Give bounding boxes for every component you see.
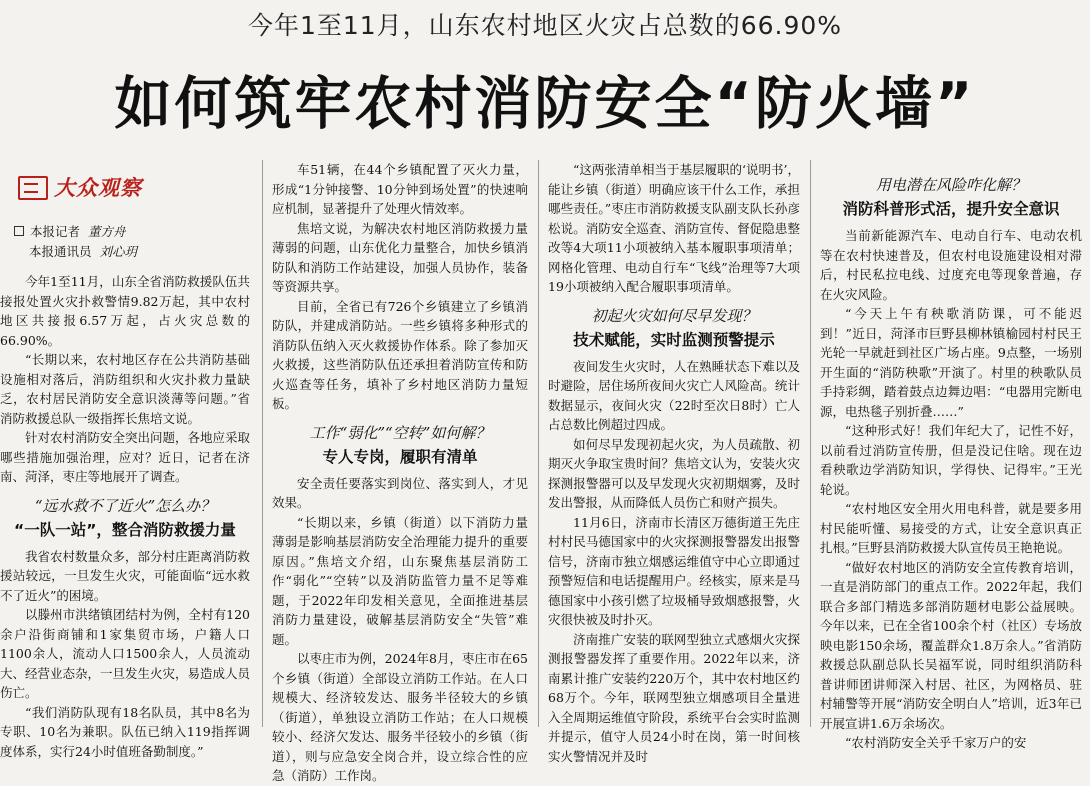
section-kicker: 用电潜在风险咋化解？: [875, 176, 1026, 194]
section-subtitle: 技术赋能，实时监测预警提示: [573, 330, 775, 349]
section-subtitle: 消防科普形式活，提升安全意识: [842, 200, 1060, 218]
section-subtitle: 专人专岗，履职有清单: [322, 447, 478, 466]
newspaper-logo-icon: [18, 176, 48, 200]
column-1: [0, 160, 251, 759]
paragraph: 11月6日，济南市长清区万德街道王先庄村村民马德国家中的火灾探测报警器发出报警信号，济南市独立烟感运维值守中心立即通过预警短信和电话提醒用户。经核实，原来是马德国家中小孩引燃了垃圾桶导致烟感报警，火灾很快被及时扑灭。: [548, 514, 800, 627]
paragraph: 安全责任要落实到岗位、落实到人，才见效果。: [272, 475, 528, 510]
byline-line-1: [14, 222, 250, 242]
paragraph: 济南推广安装的联网型独立式感烟火灾探测报警器发挥了重要作用。2022年以来，济南累计推广安装约220万个，其中农村地区约68万个。今年，联网型独立烟感项目全量进入全周期运维值守阶段，系统平台会实时监测并提示，值守人员24小时在岗，第一时间核实火警情况并及时: [548, 631, 800, 764]
paragraph: “长期以来，乡镇（街道）以下消防力量薄弱是影响基层消防安全治理能力提升的重要原因。”焦培文介绍，山东聚焦基层消防工作“弱化”“空转”以及消防监管力量不足等难题，于2022年印发相关意见，全面推进基层消防力量建设，破解基层消防安全“失管”难题。: [272, 514, 528, 647]
paragraph: 夜间发生火灾时，人在熟睡状态下难以及时避险，居住场所夜间火灾亡人风险高。统计数据显示，夜间火灾（22时至次日8时）亡人占总数比例超过四成。: [548, 358, 800, 432]
paragraph: 以滕州市洪绪镇团结村为例，全村有120余户沿街商铺和1家集贸市场，户籍人口1100余人，流动人口1500余人，人员流动大、经营业态杂，一旦发生火灾，易造成人员伤亡。: [0, 607, 251, 700]
masthead-logo-text: 大众观察: [54, 175, 142, 201]
byline-name-1: 董方舟: [88, 224, 126, 239]
byline: [14, 222, 250, 262]
column-divider: [810, 160, 811, 727]
column-4: [820, 160, 1082, 750]
masthead: [18, 176, 250, 200]
headline: 如何筑牢农村消防安全“防火墙”: [114, 71, 976, 137]
paragraph: 车51辆，在44个乡镇配置了灭火力量，形成“1分钟接警、10分钟到场处置”的快速响应机制，显著提升了处理火情效率。: [272, 162, 528, 216]
paragraph: 如何尽早发现初起火灾，为人员疏散、初期灭火争取宝贵时间？焦培文认为，安装火灾探测报警器可以及早发现火灾初期烟雾，及时发出警报，从而降低人员伤亡和财产损失。: [548, 436, 800, 510]
column-divider: [538, 160, 539, 727]
paragraph: “长期以来，农村地区存在公共消防基础设施相对落后，消防组织和火灾扑救力量缺乏，农村居民消防安全意识淡薄等问题。”省消防救援总队一级指挥长焦培文说。: [0, 352, 250, 426]
paragraph: “这种形式好！我们年纪大了，记性不好，以前看过消防宣传册，但是没记住啥。现在边看秧歌边学消防知识，学得快、记得牢。”王光轮说。: [820, 423, 1082, 497]
column-2: [272, 160, 528, 783]
paragraph: 针对农村消防安全突出问题，各地应采取哪些措施加强治理，应对？近日，记者在济南、菏泽，枣庄等地展开了调查。: [0, 430, 251, 484]
byline-line-2: [14, 242, 250, 262]
byline-name-2: 刘心玥: [99, 244, 138, 259]
paragraph: 目前，全省已有726个乡镇建立了乡镇消防队，并建成消防站。一些乡镇将多种形式的消防队伍纳入灭火救援协作体系。除了参加灭火救援，这些消防队伍还承担着消防宣传和防火巡查等任务，填补了乡村地区消防力量短板。: [272, 298, 528, 411]
paragraph: 以枣庄市为例，2024年8月，枣庄市在65个乡镇（街道）全部设立消防工作站。在人口规模大、经济较发达、服务半径较大的乡镇（街道），单独设立消防工作站；在人口规模较小、经济欠发达、服务半径较小的乡镇（街道），则与应急安全岗合并，设立综合性的应急（消防）工作岗。: [272, 651, 528, 783]
paragraph: 焦培文说，为解决农村地区消防救援力量薄弱的问题，山东优化力量整合，加快乡镇消防队和消防工作站建设，加强人员协作，装备等资源共享。: [272, 220, 528, 294]
paragraph: “做好农村地区的消防安全宣传教育培训，一直是消防部门的重点工作。2022年起，我们联合多部门精选多部消防题材电影公益展映。今年以来，已在全省100余个村（社区）专场放映电影150余场，覆盖群众1.8万余人。”省消防救援总队副总队长吴福军说，同时组织消防科普讲师团讲师深入村居、社区，为网格员、驻村辅警等开展“消防安全明白人”培训，近3年已开展宣讲1.6万余场次。: [820, 559, 1082, 731]
column-divider: [262, 160, 263, 727]
subhead: 今年1至11月，山东农村地区火灾占总数的66.90%: [247, 11, 843, 40]
section-kicker: 初起火灾如何尽早发现？: [591, 306, 757, 325]
byline-role-1: 本报记者: [30, 224, 81, 239]
paragraph: 我省农村数量众多，部分村庄距离消防救援站较远，一旦发生火灾，可能面临“远水救不了近火”的困境。: [0, 548, 251, 603]
paragraph: “我们消防队现有18名队员，其中8名为专职、10名为兼职。队伍已纳入119指挥调度体系，实行24小时值班备勤制度。”: [0, 704, 250, 759]
square-bullet-icon: [14, 226, 24, 236]
paragraph: “农村消防安全关乎千家万户的安: [845, 735, 1027, 750]
paragraph: 当前新能源汽车、电动自行车、电动农机等在农村快速普及，但农村电设施建设相对滞后，村民私拉电线、过度充电等现象普遍，存在火灾风险。: [820, 228, 1082, 302]
paragraph: “今天上午有秧歌消防课，可不能迟到！”近日，菏泽市巨野县柳林镇榆园村村民王光轮一早就赶到社区广场占座。9点整，一场别开生面的“消防秧歌”开演了。村里的秧歌队员手持彩绸，踏着鼓点边舞边唱：“电器用完断电源，电热毯子别折叠……”: [820, 306, 1082, 419]
section-kicker: 工作“弱化”“空转”如何解？: [309, 423, 491, 442]
paragraph: “农村地区安全用火用电科普，就是要多用村民能听懂、易接受的方式，让安全意识真正扎根。”巨野县消防救援大队宣传员王艳艳说。: [820, 501, 1082, 555]
section-kicker: “远水救不了近火”怎么办？: [34, 496, 216, 515]
column-3: [548, 160, 800, 764]
byline-role-2: 本报通讯员: [29, 244, 92, 259]
paragraph: “这两张清单相当于基层履职的‘说明书’，能让乡镇（街道）明确应该干什么工作，承担哪些责任。”枣庄市消防救援支队副支队长孙彦松说。消防安全巡查、消防宣传、督促隐患整改等4大项11小项被纳入基本履职事项清单；网格化管理、电动自行车“飞线”治理等7大项19小项被纳入配合履职事项清单。: [548, 162, 800, 294]
section-subtitle: “一队一站”，整合消防救援力量: [14, 520, 236, 539]
paragraph: 今年1至11月，山东全省消防救援队伍共接报处置火灾扑救警情9.82万起，其中农村地区共接报6.57万起，占火灾总数的66.90%。: [0, 274, 250, 348]
